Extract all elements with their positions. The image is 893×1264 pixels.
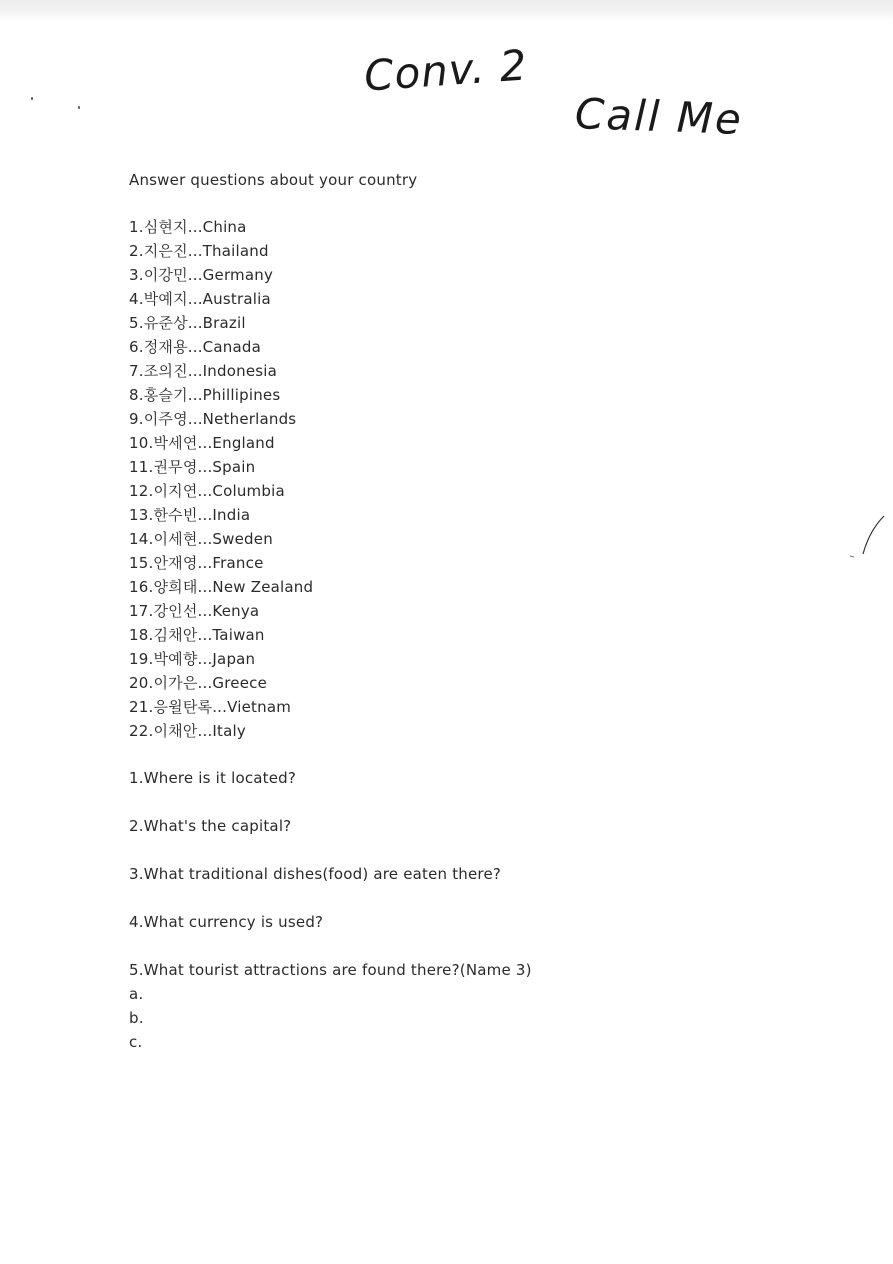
pen-stroke-mark [848, 510, 888, 560]
assignment-item: 5.유준상...Brazil [129, 314, 246, 332]
assignment-item: 4.박예지...Australia [129, 290, 271, 308]
question-item: 4.What currency is used? [129, 913, 324, 931]
assignment-item: 2.지은진...Thailand [129, 242, 269, 260]
answer-slot-a: a. [129, 985, 144, 1003]
assignment-item: 8.홍슬기...Phillipines [129, 386, 281, 404]
assignment-item: 3.이강민...Germany [129, 266, 274, 284]
assignment-item: 10.박세연...England [129, 434, 275, 452]
assignment-item: 14.이세현...Sweden [129, 530, 273, 548]
assignment-item: 20.이가은...Greece [129, 674, 268, 692]
answer-slot-b: b. [129, 1009, 144, 1027]
assignment-item: 13.한수빈...India [129, 506, 251, 524]
question-item: 3.What traditional dishes(food) are eaten there? [129, 865, 502, 883]
question-item: 5.What tourist attractions are found there?(Name 3) [129, 961, 532, 979]
assignment-item: 21.응윌탄록...Vietnam [129, 698, 292, 716]
scan-top-edge [0, 0, 893, 22]
assignment-item: 19.박예향...Japan [129, 650, 256, 668]
scan-speck [78, 106, 80, 109]
scan-speck [31, 97, 33, 100]
assignment-item: 6.정재용...Canada [129, 338, 261, 356]
assignment-item: 22.이채안...Italy [129, 722, 246, 740]
assignment-item: 1.심현지...China [129, 218, 247, 236]
assignment-item: 9.이주영...Netherlands [129, 410, 297, 428]
assignment-item: 7.조의진...Indonesia [129, 362, 278, 380]
question-item: 2.What's the capital? [129, 817, 292, 835]
assignment-item: 17.강인선...Kenya [129, 602, 260, 620]
assignment-item: 16.양희태...New Zealand [129, 578, 314, 596]
handwritten-title: Conv. 2 [362, 40, 530, 101]
question-item: 1.Where is it located? [129, 769, 297, 787]
assignment-item: 15.안재영...France [129, 554, 264, 572]
handwritten-subtitle: Call Me [574, 89, 744, 144]
instruction-text: Answer questions about your country [129, 171, 418, 189]
assignment-item: 12.이지연...Columbia [129, 482, 285, 500]
answer-slot-c: c. [129, 1033, 143, 1051]
assignment-item: 11.권무영...Spain [129, 458, 256, 476]
assignment-item: 18.김채안...Taiwan [129, 626, 265, 644]
